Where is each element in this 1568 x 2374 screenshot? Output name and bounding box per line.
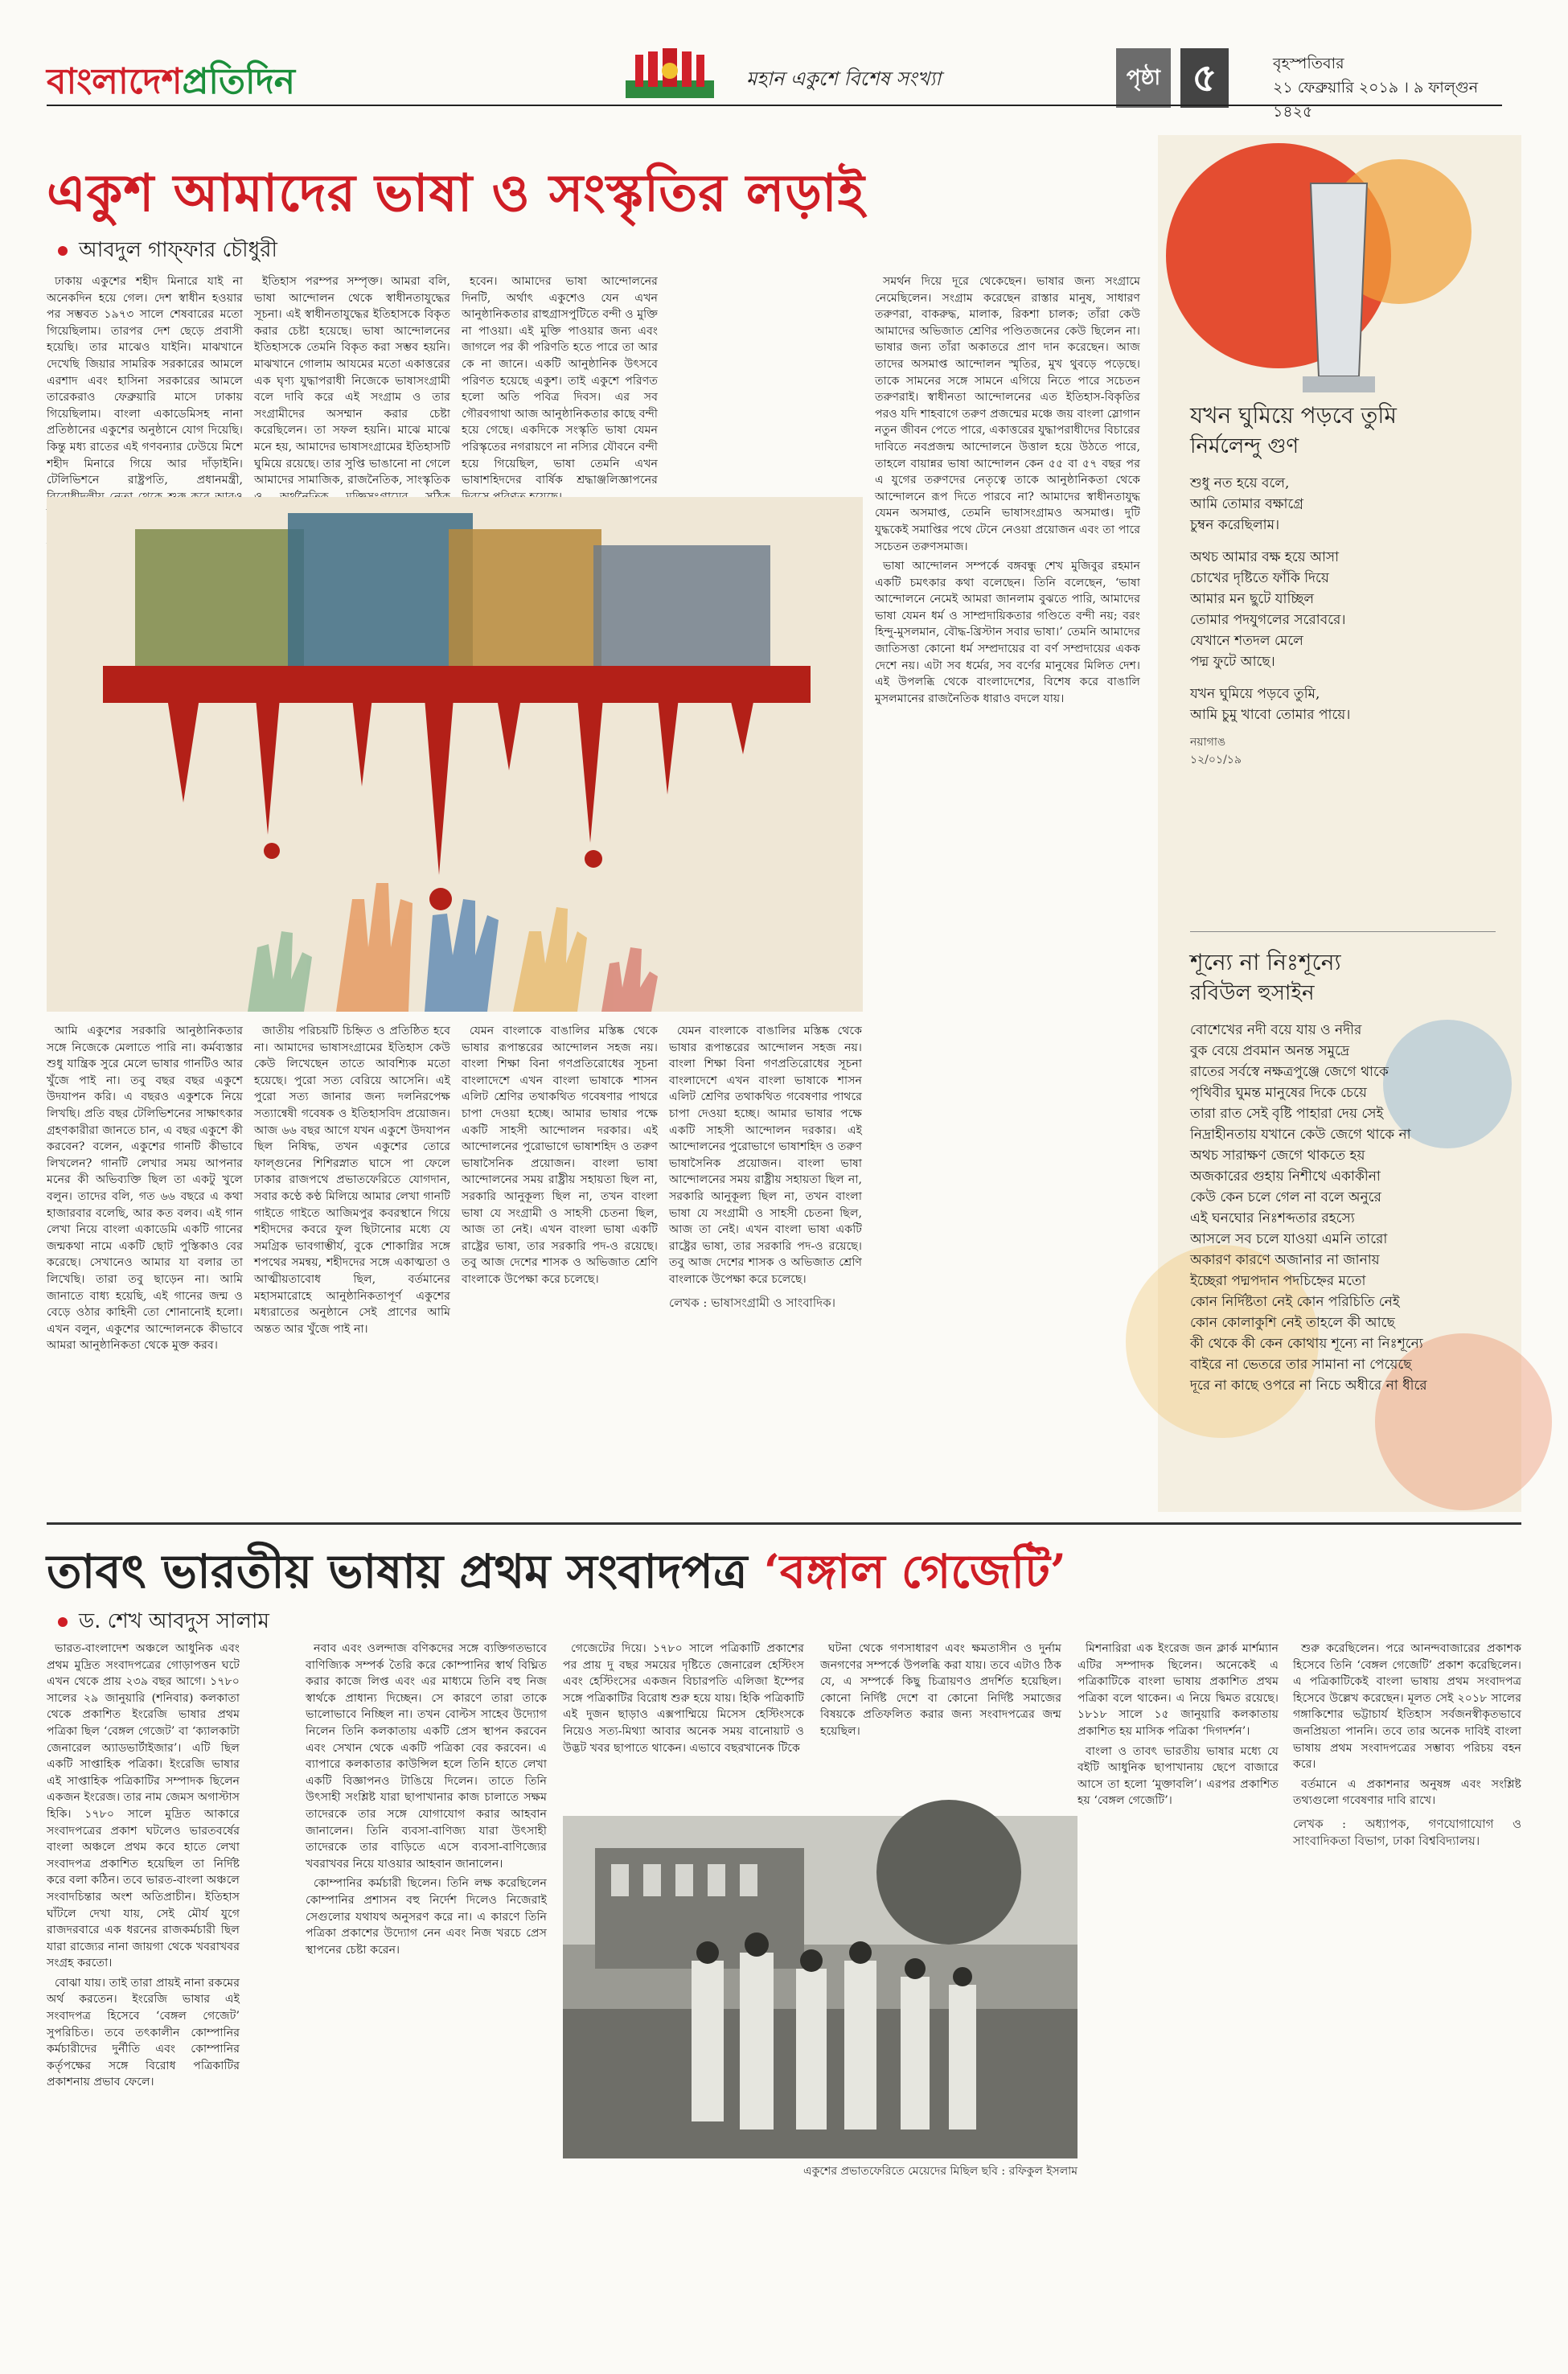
article2-headline-main: তাবৎ ভারতীয় ভাষায় প্রথম সংবাদপত্র — [47, 1544, 748, 1599]
poem-line: তারা রাত সেই বৃষ্টি পাহারা দেয় সেই — [1190, 1106, 1384, 1122]
article2-author: ড. শেখ আবদুস সালাম — [79, 1609, 269, 1633]
masthead-rule — [47, 105, 1502, 106]
brand-part1: বাংলাদেশ — [47, 61, 183, 102]
article1-column-1b: আমি একুশের সরকারি আনুষ্ঠানিকতার সঙ্গে নিজেকে মেলাতে পারি না। কর্মব্যস্তার শুধু যান্ত্রিক সুরে মেলে ভাষার গানটিও আর খুঁজে পাই না। তবু বছর বছর একুশে উদযাপন করি। এ বছরও একুশকে নিয়ে লিখছি। প্রতি বছর টেলিভিশনের সাক্ষাৎকার গ্রহণকারীরা জানতে চান, এ বছর একুশে কী করবেন? বলেন, একুশের গানটি কীভাবে লিখলেন? গানটি লেখার সময় আপনার মনের কী অভিব্যক্তি ছিল তা একটু খুলে বলুন। তাদের বলি, গত ৬৬ বছরে এ কথা হাজারবার বলেছি, আর কত বলব। এই গান লেখা নিয়ে বাংলা একাডেমি একটি গানের জন্মকথা নামে একটি ছোট পুস্তিকাও বের করেছে। সেখানেও আমার যা বলার তা লিখেছি। তারা তবু ছাড়েন না। আমি জানাতে বাধ্য হয়েছি, এই গানের জন্ম ও বেড়ে ওঠার কাহিনী তো শোনানোই হলো। এখন বলুন, একুশের আন্দোলনকে কীভাবে আমরা আনুষ্ঠানিকতা থেকে মুক্ত করব। — [47, 1025, 243, 1353]
article1-headline[interactable]: একুশ আমাদের ভাষা ও সংস্কৃতির লড়াই — [47, 163, 865, 224]
poem-line: চোখের দৃষ্টিতে ফাঁকি দিয়ে — [1190, 570, 1329, 586]
article1-column-4b: যেমন বাংলাকে বাঙালির মস্তিষ্ক থেকে ভাষার রূপান্তরের আন্দোলন সহজ নয়। বাংলা শিক্ষা বিনা গণপ্রতিরোধের সূচনা বাংলাদেশে এখন বাংলা ভাষাকে শাসন এলিট শ্রেণির তথাকথিত গবেষণার পাথরে চাপা দেওয়া হচ্ছে। আমার ভাষার পক্ষে একটি সাহসী আন্দোলন দরকার। এই আন্দোলনের পুরোভাগে ভাষাশহিদ ও তরুণ ভাষাসৈনিক প্রয়োজন। বাংলা ভাষা আন্দোলনের সময় রাষ্ট্রীয় সহায়তা ছিল না, সরকারি আনুকূল্য ছিল না, তখন বাংলা ভাষা যে সংগ্রামী ও সাহসী চেতনা ছিল, আজ তা নেই। এখন বাংলা ভাষা একটি রাষ্ট্রের ভাষা, তার সরকারি পদ-ও রয়েছে। তবু আজ দেশের শাসক ও অভিজাত শ্রেণি বাংলাকে উপেক্ষা করে চলেছে। লেখক : ভাষাসংগ্রামী ও সাংবাদিক। — [669, 1025, 862, 1310]
poem-line: কোন নির্দিষ্টতা নেই কোন পরিচিতি নেই — [1190, 1294, 1400, 1310]
article1-column-3b: যেমন বাংলাকে বাঙালির মস্তিষ্ক থেকে ভাষার রূপান্তরের আন্দোলন সহজ নয়। বাংলা শিক্ষা বিনা গণপ্রতিরোধের সূচনা বাংলাদেশে এখন বাংলা ভাষাকে শাসন এলিট শ্রেণির তথাকথিত গবেষণার পাথরে চাপা দেওয়া হচ্ছে। আমার ভাষার পক্ষে একটি সাহসী আন্দোলন দরকার। এই আন্দোলনের পুরোভাগে ভাষাশহিদ ও তরুণ ভাষাসৈনিক প্রয়োজন। বাংলা ভাষা আন্দোলনের সময় রাষ্ট্রীয় সহায়তা ছিল না, সরকারি আনুকূল্য ছিল না, তখন বাংলা ভাষা যে সংগ্রামী ও সাহসী চেতনা ছিল, আজ তা নেই। এখন বাংলা ভাষা একটি রাষ্ট্রের ভাষা, তার সরকারি পদ-ও রয়েছে। তবু আজ দেশের শাসক ও অভিজাত শ্রেণি বাংলাকে উপেক্ষা করে চলেছে। — [462, 1025, 658, 1286]
article1-column-1: ঢাকায় একুশের শহীদ মিনারে যাই না অনেকদিন হয়ে গেল। দেশ স্বাধীন হওয়ার পর সম্ভবত ১৯৭৩ সালে শেষবারের মতো গিয়েছিলাম। তারপর দেশ ছেড়ে প্রবাসী হয়েছি। তার মাঝেও যাইনি। মাঝখানে দেখেছি জিয়ার সামরিক সরকারের আমলে এরশাদ এবং হাসিনা সরকারের আমলে তারেকরাও ফেব্রুয়ারি মাসে ঢাকায় গিয়েছিলাম। বাংলা একাডেমিসহ নানা প্রতিষ্ঠানের একুশের অনুষ্ঠানে যোগ দিয়েছি। কিন্তু মধ্য রাতের এই গণবন্যার ঢেউয়ে মিশে শহীদ মিনারে গিয়ে আর দাঁড়াইনি। টেলিভিশনে রাষ্ট্রপতি, প্রধানমন্ত্রী, — [47, 275, 243, 487]
ekushe-procession-photo — [563, 1816, 1077, 2158]
poem-line: রাতের সর্বস্বে নক্ষত্রপুঞ্জে জেগে থাকে — [1190, 1064, 1389, 1080]
poem-line: পদ্ম ফুটে আছে। — [1190, 654, 1275, 670]
article2-column-4: ঘটনা থেকে গণসাধারণ এবং ক্ষমতাসীন ও দুর্নাম জনগণের সম্পর্কে উপলব্ধি করা যায়। তবে এটাও ঠিক যে, এ সম্পর্কে কিছু চিত্রায়ণও প্রদর্শিত হয়েছিল। কোনো নির্দিষ্ট দেশে বা কোনো নির্দিষ্ট সমাজের বিষয়কে প্রতিফলিত করার জন্য সংবাদপত্রের জন্ম হয়েছিল। — [820, 1642, 1061, 1738]
poem-line: আমি তোমার বক্ষাগ্রে — [1190, 496, 1303, 512]
poem-divider — [1190, 931, 1496, 932]
poem-line: আসলে সব চলে যাওয়া এমনি তারো — [1190, 1231, 1388, 1247]
article2-headline[interactable] — [47, 1536, 1066, 1614]
section-divider — [47, 1522, 1521, 1525]
poem-line: পৃথিবীর ঘুমন্ত মানুষের দিকে চেয়ে — [1190, 1085, 1367, 1101]
poem-line: বুক বেয়ে প্রবমান অনন্ত সমুদ্রে — [1190, 1043, 1350, 1059]
poem-line: যেখানে শতদল মেলে — [1190, 633, 1303, 649]
page-label: পৃষ্ঠা — [1116, 48, 1171, 108]
article1-column-2b: জাতীয় পরিচয়টি চিহ্নিত ও প্রতিষ্ঠিত হবে না। আমাদের ভাষাসংগ্রামের ইতিহাস কেউ কেউ লিখেছেন তাতে আবশ্যিক মতো হয়েছে। পুরো সত্য বেরিয়ে আসেনি। এই পুরো সত্য জানার জন্য দলনিরপেক্ষ সত্যান্বেষী গবেষক ও ইতিহাসবিদ প্রয়োজন। আজ ৬৬ বছর আগে যখন একুশে উদযাপন ছিল নিষিদ্ধ, তখন একুশের তোরে ফাল্গুনের শিশিরস্নাত ঘাসে পা ফেলে ঢাকার রাজপথে প্রভাতফেরিতে যোগদান, সবার কণ্ঠে কণ্ঠ মিলিয়ে আমার লেখা গানটি গাইতে গাইতে আজিমপুর কবরস্থানে গিয়ে শহীদদের কবরে ফুল ছিটানোর মধ্যে যে সমগ্রিক ভাবগাম্ভীর্য, বুকে শোকাগ্নির সঙ্গে শপথের সমন্বয়, শহীদদের সঙ্গে একাত্মতা ও আত্মীয়তাবোধ ছিল, বর্তমানের মহাসমারোহে আনুষ্ঠানিকতাপূর্ণ একুশের মধ্যরাতের অনুষ্ঠানে সেই প্রাণের আমি অন্তত আর খুঁজে পাই না। — [254, 1025, 450, 1336]
issue-date: ২১ ফেব্রুয়ারি ২০১৯ । ৯ ফাল্গুন ১৪২৫ — [1273, 79, 1479, 121]
poem-1 — [1190, 400, 1496, 769]
poem-line: তোমার পদযুগলের সরোবরে। — [1190, 612, 1346, 628]
article2-author-note: লেখক : অধ্যাপক, গণযোগাযোগ ও সাংবাদিকতা বিভাগ, ঢাকা বিশ্ববিদ্যালয়। — [1293, 1816, 1521, 1848]
poem-sidebar — [1158, 135, 1521, 1512]
article2-headline-highlight: ‘বঙ্গাল গেজেটি’ — [763, 1544, 1066, 1599]
poem-line: দূরে না কাছে ওপরে না নিচে অধীরে না ধীরে — [1190, 1378, 1427, 1394]
article1-column-3: হবেন। আমাদের ভাষা আন্দোলনের দিনটি, অর্থাৎ একুশেও যেন এখন আনুষ্ঠানিকতার রাহুগ্রাসপুটিতে বন্দী ও মুক্তি না পাওয়া। এই মুক্তি পাওয়ার জন্য এবং জাগলে পর কী পরিণতি হতে পারে তা আর কে না জানে। একটি আনুষ্ঠানিক উৎসবে পরিণত হয়েছে একুশ। তাই একুশে পরিণত হলো অতি পবিত্র দিবস। এর সব গৌরবগাথা আজ আনুষ্ঠানিকতার কাছে বন্দী হয়ে গেছে। একদিকে সংস্কৃতি ভাষা যেমন পরিস্কৃতের নগরায়ণে না নস্যির যৌবনে বন্দী হয়ে গিয়েছিল, ভাষা তেমনি এখন ভাষাশহিদদের বার্ষিক শ্রদ্ধাঞ্জলিজ্ঞাপনের — [462, 275, 658, 487]
byline-bullet-icon — [58, 1617, 68, 1627]
article2-column-5: মিশনারিরা এক ইংরেজ জন ক্লার্ক মার্শম্যান এটির সম্পাদক ছিলেন। অনেকেই এ পত্রিকাটিকে বাংলা ভাষায় প্রকাশিত প্রথম পত্রিকা বলে থাকেন। এ নিয়ে দ্বিমত রয়েছে। ১৮১৮ সালে ১৫ জানুয়ারি কলকাতায় প্রকাশিত হয় মাসিক পত্রিকা ‘দিগদর্শন’। বাংলা ও তাবৎ ভারতীয় ভাষার মধ্যে যে বইটি আধুনিক ছাপাখানায় ছেপে বাজারে আসে তা হলো ‘মুক্তাবলি’। এরপর প্রকাশিত হয় ‘বেঙ্গল গেজেটি’। — [1077, 1642, 1279, 1808]
poem-1-title[interactable]: যখন ঘুমিয়ে পড়বে তুমি — [1190, 402, 1397, 429]
article1-illustration — [47, 497, 863, 1012]
article2-column-1: ভারত-বাংলাদেশ অঞ্চলে আধুনিক এবং প্রথম মুদ্রিত সংবাদপত্রের গোড়াপত্তন ঘটে এখন থেকে প্রায় ২৩৯ বছর আগে। ১৭৮০ সালের ২৯ জানুয়ারি (শনিবার) কলকাতা থেকে প্রকাশিত ইংরেজি ভাষার প্রথম পত্রিকা ছিল ‘বেঙ্গল গেজেট’ বা ‘ক্যালকাটা জেনারেল অ্যাডভার্টাইজার’। এটি ছিল একটি সাপ্তাহিক পত্রিকা। ইংরেজি ভাষার এই সাপ্তাহিক পত্রিকাটির সম্পাদক ছিলেন একজন ইংরেজ। তার নাম জেমস অগাস্টাস হিকি। ১৭৮০ সালে মুদ্রিত আকারে সংবাদপত্রের প্রকাশ ঘটলেও ভারতবর্ষের বাংলা অঞ্চলে প্রথম কবে হাতে লেখা সংবাদপত্র প্রকাশিত হয়েছিল তা নির্দিষ্ট করে বলা কঠিন। তবে ভারত-বাংলা অঞ্চলে সংবাদচিন্তার অংশ অতিপ্রাচীন। ইতিহাস ঘাঁটলে দেখা যায়, সেই মৌর্য যুগে রাজদরবারে এক ধরনের রাজকর্মচারী ছিল যারা রাজ্যের নানা জায়গা থেকে খবরাখবর সংগ্রহ করতো। বোঝা যায়। তাই তারা প্রায়ই নানা রকমের অর্থ করতেন। ইংরেজি ভাষার এই সংবাদপত্র হিসেবে ‘বেঙ্গল গেজেট’ সুপরিচিত। তবে তৎকালীন কোম্পানির কর্মচারীদের দুর্নীতি এবং কোম্পানির কর্তৃপক্ষের সঙ্গে বিরোধ পত্রিকাটির প্রকাশনায় প্রভাব ফেলে। — [47, 1642, 240, 2089]
poem-line: কেউ কেন চলে গেল না বলে অনুরে — [1190, 1189, 1381, 1205]
poem-2 — [1190, 947, 1496, 1396]
poem-1-location: নয়াগাঙ — [1190, 736, 1226, 749]
byline-bullet-icon — [58, 246, 68, 256]
weekday: বৃহস্পতিবার — [1273, 55, 1344, 72]
page-number: ৫ — [1180, 48, 1229, 108]
poem-line: যখন ঘুমিয়ে পড়বে তুমি, — [1190, 686, 1320, 702]
poem-line: ইচ্ছেরা পদ্মপদান পদচিহ্নের মতো — [1190, 1273, 1366, 1289]
language-movement-artwork-icon — [47, 497, 863, 1012]
special-issue-tagline: মহান একুশে বিশেষ সংখ্যা — [746, 68, 942, 90]
poem-line: নিদ্রাহীনতায় যখানে কেউ জেগে থাকে না — [1190, 1127, 1411, 1143]
article1-byline — [58, 233, 277, 269]
poem-line: অথচ আমার বক্ষ হয়ে আসা — [1190, 549, 1340, 565]
poem-line: বাইরে না ভেতরে তার সামানা না পেয়েছে — [1190, 1357, 1412, 1373]
brand-part2: প্রতিদিন — [182, 61, 295, 102]
poem-line: চুম্বন করেছিলাম। — [1190, 517, 1280, 533]
photo-caption: একুশের প্রভাতফেরিতে মেয়েদের মিছিল ছবি : রফিকুল ইসলাম — [802, 2165, 1077, 2178]
poem-line: অকারণ কারণে অজানার না জানায় — [1190, 1252, 1380, 1268]
article1-author-note: লেখক : ভাষাসংগ্রামী ও সাংবাদিক। — [669, 1295, 835, 1310]
poem-1-date: ১২/০১/১৯ — [1190, 754, 1242, 766]
poem-2-author: রবিউল হুসাইন — [1190, 981, 1315, 1005]
poem-1-author: নির্মলেন্দু গুণ — [1190, 434, 1299, 458]
article2-byline — [58, 1604, 269, 1640]
poem-line: এই ঘনঘোর নিঃশব্দতার রহস্যে — [1190, 1210, 1355, 1226]
article1-column-2: ইতিহাস পরম্পর সম্পৃক্ত। আমরা বলি, ভাষা আন্দোলন থেকে স্বাধীনতাযুদ্ধের সূচনা। এই স্বাধীনতাযুদ্ধের ইতিহাসকে বিকৃত করার চেষ্টা হয়েছে। ভাষা আন্দোলনের ইতিহাসকে তেমনি বিকৃত করা সম্ভব হয়নি। মাঝখানে গোলাম আযমের মতো একাত্তরের এক ঘৃণ্য যুদ্ধাপরাধী নিজেকে ভাষাসংগ্রামী বলে দাবি করে এই সংগ্রাম ও তার সংগ্রামীদের অসম্মান করার চেষ্টা করেছিলেন। তা সফল হয়নি। মাঝে মাঝে মনে হয়, আমাদের ভাষাসংগ্রামের ইতিহাসটি ঘুমিয়ে রয়েছে। তার সুপ্তি ভাঙানো না গেলে আমাদের সামাজিক, রাজনৈতিক, সাংস্কৃতিক — [254, 275, 450, 487]
masthead — [47, 48, 1510, 121]
poem-2-title[interactable]: শূন্যে না নিঃশূন্যে — [1190, 949, 1341, 975]
poem-line: আমার মন ছুটে যাচ্ছিল — [1190, 591, 1315, 607]
poem-line: কী থেকে কী কেন কোথায় শূন্যে না নিঃশূন্যে — [1190, 1336, 1423, 1352]
article2-column-6: শুরু করেছিলেন। পরে আনন্দবাজারের প্রকাশক হিসেবে তিনি ‘বেঙ্গল গেজেটি’ প্রকাশ করেছিলেন। এ পত্রিকাটিকেই বাংলা ভাষায় প্রথম সংবাদপত্র হিসেবে উল্লেখ করেছেন। মূলত সেই ২০১৮ সালের গঙ্গাকিশোর ভট্টাচার্য ইতিহাস সর্বজনস্বীকৃতভাবে জনপ্রিয়তা পাননি। তবে তার অনেক দাবিই বাংলা ভাষায় প্রথম সংবাদপত্রের সম্ভাব্য পরিচয় বহন করে। বর্তমানে এ প্রকাশনার অনুষঙ্গ এবং সংশ্লিষ্ট তথ্যগুলো গবেষণার দাবি রাখে। লেখক : অধ্যাপক, গণযোগাযোগ ও সাংবাদিকতা বিভাগ, ঢাকা বিশ্ববিদ্যালয়। — [1293, 1642, 1521, 1848]
poem-line: আমি চুমু খাবো তোমার পায়ে। — [1190, 707, 1351, 723]
article1-column-4: সমর্থন দিয়ে দূরে থেকেছেন। ভাষার জন্য সংগ্রামে নেমেছিলেন। সংগ্রাম করেছেন রাস্তার মানুষ, সাধারণ তরুণরা, বাকরুদ্ধ, মালাক, রিকশা চালক; তাঁরা কেউ আমাদের অভিজাত শ্রেণির পণ্ডিতজনের কেউ ছিলেন না। ভাষার জন্য তাঁরা অকাতরে প্রাণ দান করেছেন। আজ তাদের অসমাপ্ত আন্দোলন স্মৃতির, মুখ থুবড়ে পড়েছে। তাকে সামনের সঙ্গে সামনে এগিয়ে নিতে পারে সচেতন তরুণরাই। স্বাধীনতা আন্দোলনের এত ইতিহাস-বিকৃতির পরও যদি শাহবাগে তরুণ প্রজন্মের মঞ্চে জয় বাংলা স্লোগান নতুন জীবন পেতে পারে, একাত্তরের যুদ্ধাপরাধীদের বিচারের দাবিতে নবপ্রজন্ম আন্দোলনে উত্তাল হয়ে উঠতে পারে, তাহলে বায়ান্নর ভাষা আন্দোলন কেন ৫৫ বা ৫৭ বছর পর এ যুগের তরুণদের নেতৃত্বে তাকে আনুষ্ঠানিকতা থেকে আন্দোলনে রূপ দিতে পারবে না? আমাদের স্বাধীনতাযুদ্ধ যেমন অসমাপ্ত, তেমনি ভাষাসংগ্রামও অসমাপ্ত। দুটি যুদ্ধকেই সমাপ্তির পথে টেনে নেওয়া প্রয়োজন এবং তা পারে সচেতন তরুণসমাজ। ভাষা আন্দোলন সম্পর্কে বঙ্গবন্ধু শেখ মুজিবুর রহমান একটি চমৎকার কথা বলেছেন। তিনি বলেছেন, ‘ভাষা আন্দোলনে নেমেই আমরা জানলাম বুঝতে পারি, আমাদের ভাষা যেমন ধর্ম ও সাম্প্রদায়িকতার গণ্ডিতে বন্দী নয়; বরং হিন্দু-মুসলমান, বৌদ্ধ-খ্রিস্টান সবার ভাষা।’ তেমনি আমাদের জাতিসত্তা কোনো ধর্ম সম্প্রদায়ের বা বর্ণ সম্প্রদায়ের একক দেশে নয়। এটা সব ধর্মের, সব বর্ণের মানুষের মিলিত দেশ। এই উপলব্ধি থেকে বাংলাদেশের, বিশেষ করে বাঙালি মুসলমানের রাজনৈতিক ধারাও বদলে যায়। — [875, 275, 1140, 705]
article1-author: আবদুল গাফ্‌ফার চৌধুরী — [79, 238, 277, 262]
procession-photo-icon — [563, 1816, 1077, 2158]
article2-column-3: গেজেটের দিয়ে। ১৭৮০ সালে পত্রিকাটি প্রকাশের পর প্রায় দু বছর সময়ের দৃষ্টিতে জেনারেল হেস্টিংস এবং হেস্টিংসের একজন বিচারপতি এলিজা ইম্পের সঙ্গে পত্রিকাটির বিরোধ শুরু হয়ে যায়। হিকি পত্রিকাটি এই দুজন ছাড়াও এক্সপাম্মিয়ে মিসেস হেস্টিংসকে নিয়েও সত্য-মিথ্যা আবার অনেক সময় বানোয়াট ও উদ্ভট খবর ছাপাতে থাকেন। এভাবে বছরখানেক টিকে — [563, 1642, 804, 1755]
article2-column-2: নবাব এবং ওলন্দাজ বণিকদের সঙ্গে ব্যক্তিগতভাবে বাণিজ্যিক সম্পর্ক তৈরি করে কোম্পানির স্বার্থ বিঘ্নিত করার কাজে লিপ্ত এবং এর মাধ্যমে তিনি বহু নিজ স্বার্থকে প্রাধান্য দিচ্ছেন। সে কারণে তারা তাকে ভালোভাবে নিচ্ছিল না। তখন বোল্টস সাহেব উদ্যোগ নিলেন তিনি কলকাতায় একটি প্রেস স্থাপন করবেন এবং সেখান থেকে একটি পত্রিকা বের করবেন। এ ব্যাপারে কলকাতার কাউন্সিল হলে তিনি হাতে লেখা একটি বিজ্ঞাপনও টাঙিয়ে দিলেন। তাতে তিনি উৎসাহী সংশ্লিষ্ট যারা ছাপাখানার কাজ চালাতে সক্ষম তাদেরকে তার সঙ্গে যোগাযোগ করার আহবান জানালেন। তিনি ব্যবসা-বাণিজ্য যারা উৎসাহী তাদেরকে তার বাড়িতে এসে ব্যবসা-বাণিজ্যের খবরাখবর নিয়ে যাওয়ার আহবান জানালেন। কোম্পানির কর্মচারী ছিলেন। তিনি লক্ষ করেছিলেন কোম্পানির প্রশাসন বহু নির্দেশ দিলেও নিজেরাই সেগুলোর যথাযথ অনুসরণ করে না। এ কারণে তিনি পত্রিকা প্রকাশের উদ্যোগ নেন এবং নিজ খরচে প্রেস স্থাপনের চেষ্টা করেন। — [306, 1642, 547, 1957]
poem-line: অথচ সারাক্ষণ জেগে থাকতে হয় — [1190, 1148, 1365, 1164]
poem-line: কোন কোলাকুশি নেই তাহলে কী আছে — [1190, 1315, 1395, 1331]
poem-line: বোশেখের নদী বয়ে যায় ও নদীর — [1190, 1022, 1362, 1038]
dateline — [1273, 51, 1510, 124]
poem-line: অজকারের গুহায় নিশীথে একাকীনা — [1190, 1169, 1381, 1185]
poem-line: শুধু নত হয়ে বলে, — [1190, 475, 1290, 491]
shaheed-minar-emblem-icon — [610, 48, 730, 105]
